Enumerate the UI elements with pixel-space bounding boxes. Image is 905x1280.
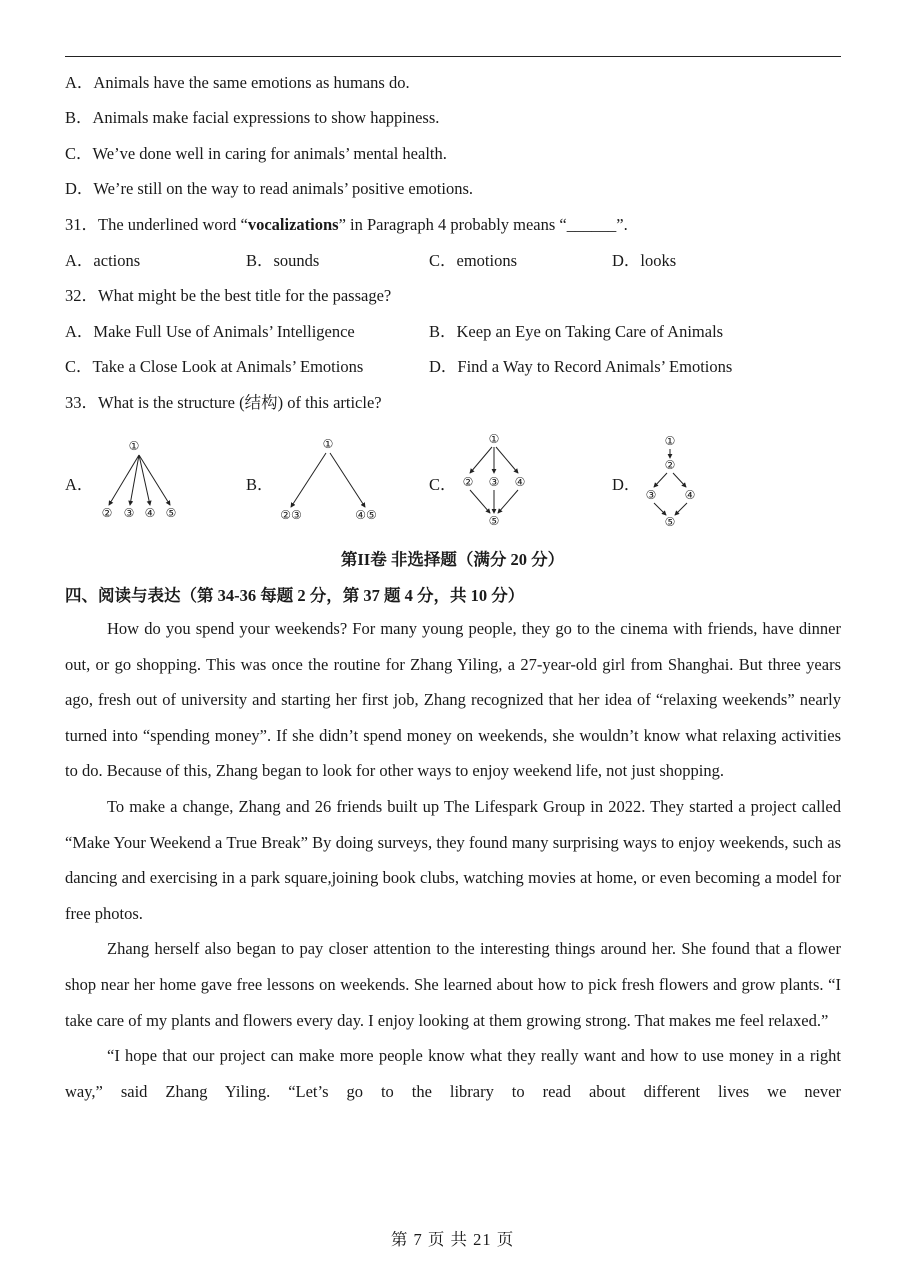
- q33-label-c: C．: [429, 475, 457, 494]
- diagram-c-node-2: ②: [462, 475, 474, 489]
- q30-option-d: D．We’re still on the way to read animals’ positive emotions.: [65, 179, 474, 198]
- diagram-d-node-2: ②: [664, 458, 676, 472]
- header-rule: [65, 56, 841, 57]
- q31-question: [65, 215, 628, 235]
- q32-option-d: D．Find a Way to Record Animals’ Emotions: [429, 357, 733, 376]
- diagram-c-arrow-1-2: [470, 447, 492, 473]
- part4-heading: 四、阅读与表达（第 34-36 每题 2 分，第 37 题 4 分，共 10 分）: [65, 586, 525, 605]
- section-title: 第II卷 非选择题（满分 20 分）: [340, 550, 565, 569]
- q31-option-d: D．looks: [612, 251, 677, 270]
- q30-option-b: B．Animals make facial expressions to show happiness.: [65, 108, 440, 127]
- passage-paragraph-2: To make a change, Zhang and 26 friends built up The Lifespark Group in 2022. They started a project called “Make Your Weekend a True Break” By doing surveys, they found many surprising ways to enjoy weekends, such as dancing and exercising in a park square,joining book clubs, watching movies at home, or even becoming a model for free photos.: [65, 796, 841, 923]
- diagram-c-arrow-4-5: [498, 490, 518, 513]
- diagram-b-node-1: ①: [322, 437, 334, 451]
- page-number-footer: 第 7 页 共 21 页: [390, 1230, 515, 1249]
- diagram-c-node-4: ④: [514, 475, 526, 489]
- diagram-d: [646, 434, 696, 529]
- q32-option-a: A．Make Full Use of Animals’ Intelligence: [65, 322, 355, 341]
- passage-paragraph-4: “I hope that our project can make more people know what they really want and how to use money in a right way,” said Zhang Yiling. “Let’s go to the library to read about different lives we never: [65, 1046, 841, 1101]
- diagram-a-node-4: ④: [144, 506, 156, 520]
- q32-question: 32．What might be the best title for the passage?: [65, 286, 392, 305]
- diagram-a-node-1: ①: [128, 439, 140, 453]
- reading-passage: [65, 611, 841, 1109]
- q31-option-a: A．actions: [65, 251, 141, 270]
- q33-label-b: B．: [246, 475, 274, 494]
- diagram-a: [102, 439, 177, 520]
- passage-paragraph-1: How do you spend your weekends? For many young people, they go to the cinema with friends, have dinner out, or go shopping. This was once the routine for Zhang Yiling, a 27-year-old girl from Shanghai. But three years ago, fresh out of university and starting her first job, Zhang recognized that her idea of “relaxing weekends” nearly turned into “spending money”. If she didn’t spend money on weekends, she wouldn’t know what relaxing activities to do. Because of this, Zhang began to look for other ways to enjoy weekend life, not just shopping.: [65, 619, 841, 781]
- diagram-c: [463, 432, 526, 528]
- diagram-d-arrow-4-5: [675, 503, 687, 515]
- diagram-a-node-2: ②: [101, 506, 113, 520]
- diagram-a-node-3: ③: [123, 506, 135, 520]
- diagram-b-arrow-right: [330, 453, 365, 507]
- diagram-c-node-3: ③: [488, 475, 500, 489]
- q33-label-d: D．: [612, 475, 641, 494]
- diagram-c-node-5: ⑤: [488, 514, 500, 528]
- diagram-b-node-45: ④⑤: [355, 508, 377, 522]
- diagram-a-node-5: ⑤: [165, 506, 177, 520]
- diagram-a-arrow-5: [139, 455, 170, 505]
- q30-option-a: A．Animals have the same emotions as humans do.: [65, 73, 410, 92]
- diagram-d-node-4: ④: [684, 488, 696, 502]
- q31-option-b: B．sounds: [246, 251, 320, 270]
- diagram-c-arrow-1-4: [496, 447, 518, 473]
- diagram-a-arrow-4: [139, 455, 150, 505]
- q31-suffix: ” in Paragraph 4 probably means “______”.: [338, 215, 628, 234]
- diagram-d-arrow-2-4: [673, 473, 686, 487]
- q30-option-c: C．We’ve done well in caring for animals’ mental health.: [65, 144, 447, 163]
- diagram-d-node-1: ①: [664, 434, 676, 448]
- diagram-d-node-3: ③: [645, 488, 657, 502]
- diagram-c-node-1: ①: [488, 432, 500, 446]
- q31-option-c: C．emotions: [429, 251, 518, 270]
- q31-keyword: vocalizations: [247, 215, 339, 234]
- diagram-d-arrow-3-5: [654, 503, 666, 515]
- q33-label-a: A．: [65, 475, 94, 494]
- q31-prefix: 31．The underlined word “: [65, 215, 248, 234]
- diagram-c-arrow-2-5: [470, 490, 490, 513]
- q33-question: 33．What is the structure (结构) of this article?: [65, 393, 382, 412]
- diagram-b-arrow-left: [291, 453, 326, 507]
- diagram-b-node-23: ②③: [280, 508, 302, 522]
- diagram-d-arrow-2-3: [654, 473, 667, 487]
- passage-paragraph-3: Zhang herself also began to pay closer attention to the interesting things around her. She found that a flower shop near her home gave free lessons on weekends. She learned about how to pick fresh flowers and grow plants. “I take care of my plants and flowers every day. I enjoy looking at them growing strong. That makes me feel relaxed.”: [65, 939, 841, 1030]
- q32-option-c: C．Take a Close Look at Animals’ Emotions: [65, 357, 364, 376]
- diagram-b: [280, 437, 377, 522]
- q33-structure-diagrams: [0, 425, 905, 535]
- diagram-d-node-5: ⑤: [664, 515, 676, 529]
- q32-option-b: B．Keep an Eye on Taking Care of Animals: [429, 322, 724, 341]
